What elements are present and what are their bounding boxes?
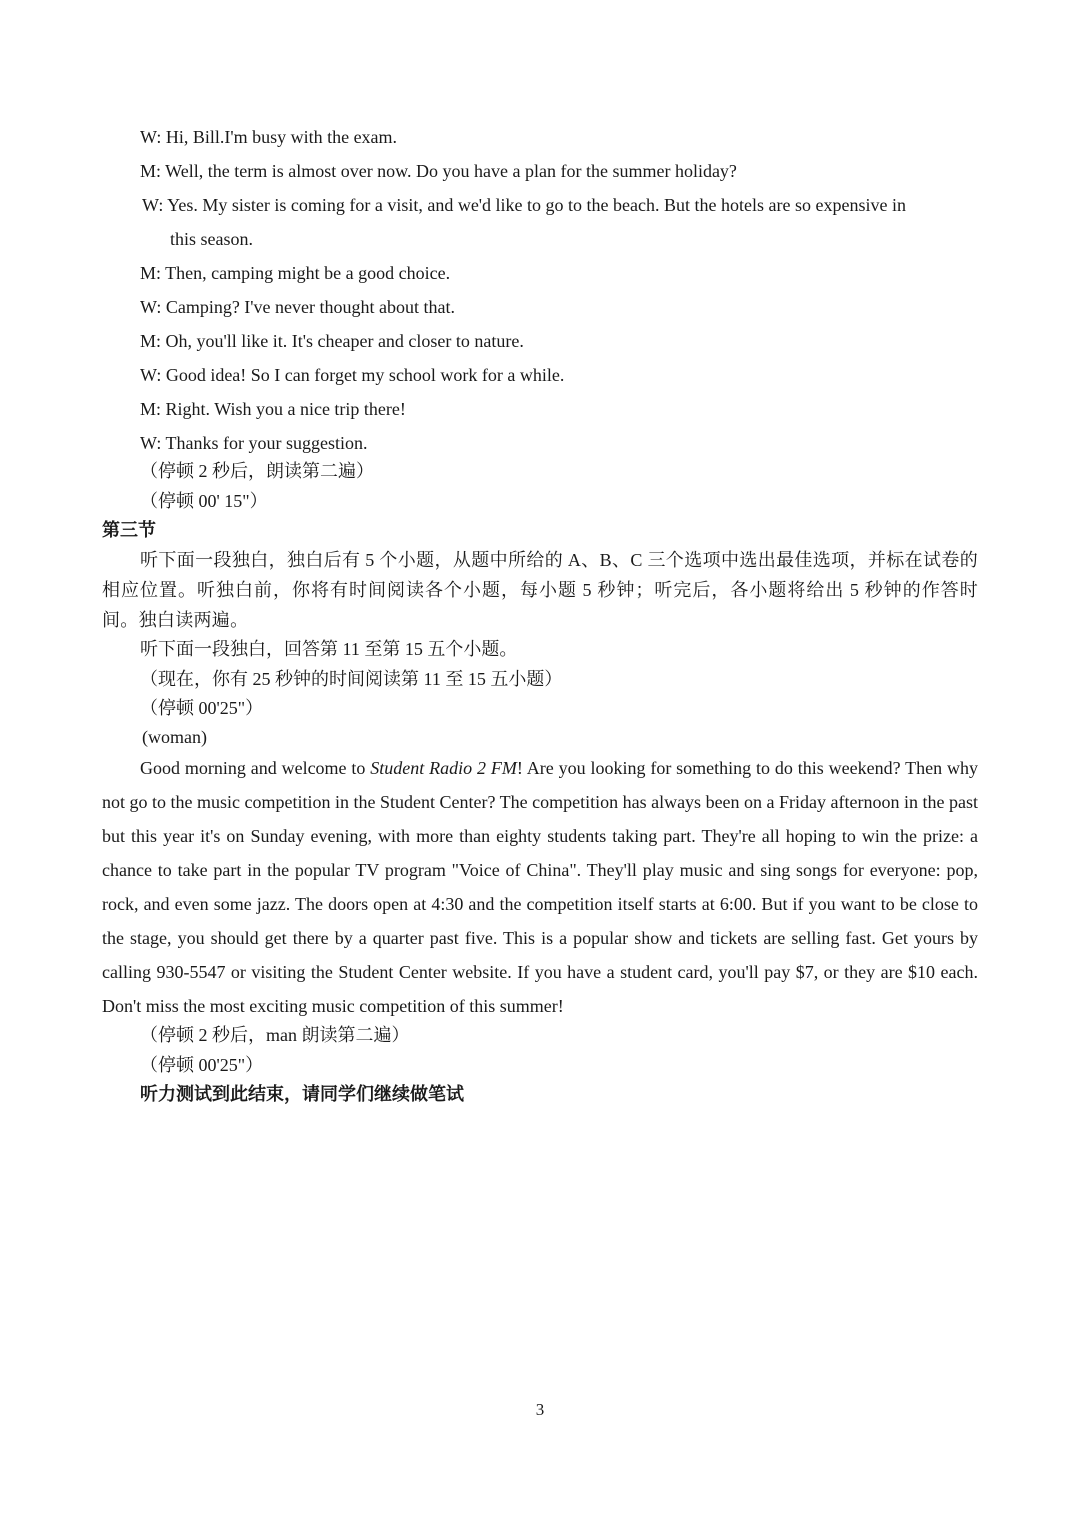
dialogue-line: M: Well, the term is almost over now. Do you have a plan for the summer holiday? — [140, 161, 737, 181]
pause-instruction: （停顿 2 秒后，朗读第二遍） — [140, 461, 374, 481]
monologue-paragraph — [102, 751, 978, 1023]
speaker-tag: (woman) — [142, 727, 207, 747]
dialogue-line: W: Thanks for your suggestion. — [140, 433, 368, 453]
dialogue-line: W: Yes. My sister is coming for a visit, and we'd like to go to the beach. But the hotels are so expensive in — [142, 195, 906, 215]
pause-instruction: （停顿 00' 15"） — [140, 491, 268, 511]
end-notice: 听力测试到此结束，请同学们继续做笔试 — [140, 1084, 464, 1104]
dialogue-line-continued: this season. — [170, 229, 253, 249]
listen-prompt: 听下面一段独白，回答第 11 至第 15 五个小题。 — [140, 639, 518, 659]
radio-station-title: Student Radio 2 FM — [370, 758, 517, 778]
section-heading: 第三节 — [102, 520, 156, 540]
dialogue-line: W: Hi, Bill.I'm busy with the exam. — [140, 127, 398, 147]
dialogue-line: M: Then, camping might be a good choice. — [140, 263, 451, 283]
pause-instruction: （停顿 00'25"） — [140, 698, 264, 718]
dialogue-line: W: Good idea! So I can forget my school work for a while. — [140, 365, 565, 385]
dialogue-line: W: Camping? I've never thought about that. — [140, 297, 455, 317]
reading-time-note: （现在，你有 25 秒钟的时间阅读第 11 至 15 五小题） — [140, 669, 563, 689]
section-instructions — [102, 545, 978, 635]
monologue-text-start: Good morning and welcome to — [140, 758, 371, 778]
monologue-text-rest: ! Are you looking for something to do this weekend? Then why not go to the music competition in the Student Center? The competition has always been on a Friday afternoon in the past but this year it's on Sunday evening, with more than eighty students taking part. They're all hoping to win the prize: a chance to take part in the popular TV program "Voice of China". They'll play music and sing songs for everyone: pop, rock, and even some jazz. The doors open at 4:30 and the competition itself starts at 6:00. But if you want to be close to the stage, you should get there by a quarter past five. This is a popular show and tickets are selling fast. Get yours by calling 930-5547 or visiting the Student Center website. If you have a student card, you'll pay $7, or they are $10 each. Don't miss the most exciting music competition of this summer! — [102, 758, 978, 1016]
section-instructions-text: 听下面一段独白，独白后有 5 个小题，从题中所给的 A、B、C 三个选项中选出最佳选项，并标在试卷的相应位置。听独白前，你将有时间阅读各个小题，每小题 5 秒钟；听完后，各小题将给出 5 秒钟的作答时间。独白读两遍。 — [102, 550, 978, 630]
page-number: 3 — [535, 1400, 545, 1419]
dialogue-line: M: Oh, you'll like it. It's cheaper and closer to nature. — [140, 331, 524, 351]
pause-instruction: （停顿 2 秒后，man 朗读第二遍） — [140, 1025, 410, 1045]
pause-instruction: （停顿 00'25"） — [140, 1055, 264, 1075]
dialogue-line: M: Right. Wish you a nice trip there! — [140, 399, 406, 419]
